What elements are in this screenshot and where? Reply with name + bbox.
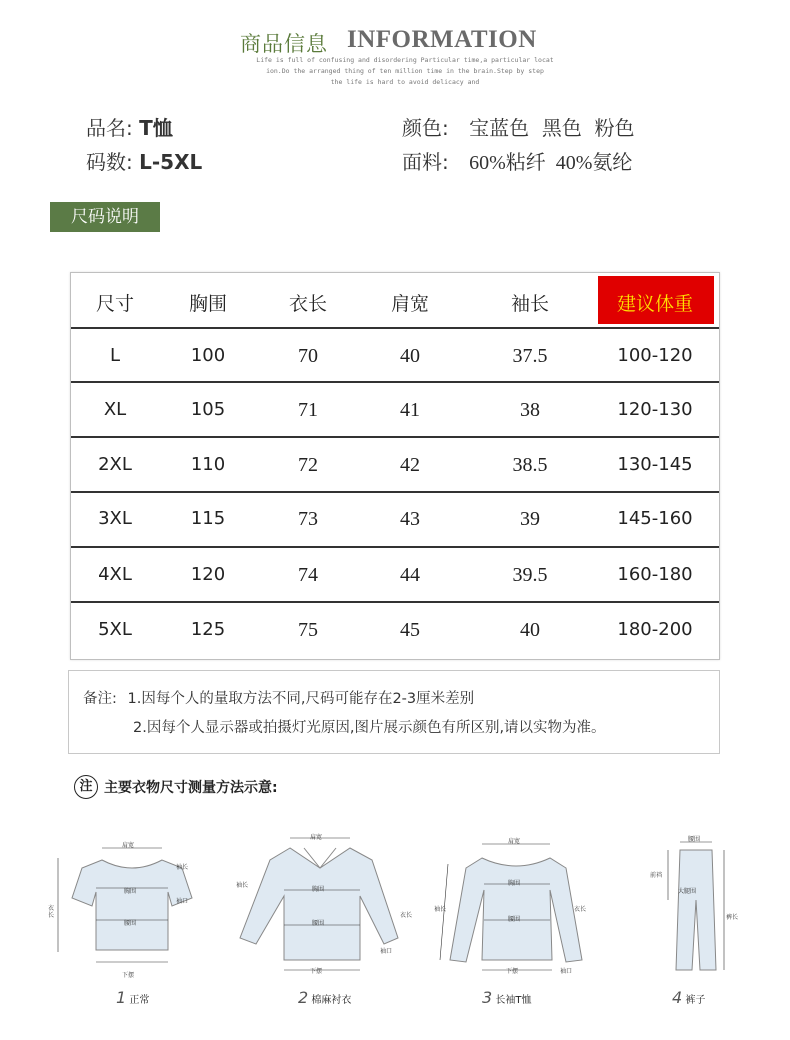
product-fabric [402, 146, 632, 175]
garment-name-1: 正常 [129, 995, 150, 1006]
table-cell: 72 [298, 454, 318, 476]
table-divider [71, 601, 719, 603]
notes-box [68, 670, 720, 754]
pants-waist-label: 腰围 [688, 836, 701, 843]
table-header-cell: 建议体重 [616, 293, 693, 315]
table-cell: 115 [190, 508, 226, 529]
table-divider [71, 327, 719, 329]
long-sleeve-sleeve-label: 袖长 [434, 906, 447, 913]
notes-line-1 [83, 687, 474, 708]
garment-num-3: 3 [482, 988, 493, 1007]
shirt-shoulder-label: 肩宽 [310, 834, 323, 841]
tshirt-sleeve-label: 袖长 [176, 864, 189, 871]
product-size [86, 146, 202, 175]
garment-name-4: 裤子 [685, 995, 706, 1006]
long-sleeve-hem-label: 下摆 [506, 968, 519, 975]
long-sleeve-cuff-label: 袖口 [560, 968, 573, 975]
table-cell: 125 [190, 619, 226, 640]
tshirt-hem-label: 下摆 [122, 972, 135, 979]
header-tagline-1: Life is full of confusing and disordering Particular time,a particular locat [256, 56, 554, 64]
garment-caption-2 [298, 988, 351, 1007]
tshirt-chest-label: 胸围 [124, 888, 137, 895]
table-cell: 100 [190, 345, 226, 366]
long-sleeve-waist-label: 腰围 [508, 916, 521, 923]
table-cell: 39.5 [512, 564, 548, 586]
notes-prefix: 备注: [83, 691, 117, 707]
tshirt-shoulder-label: 肩宽 [122, 842, 135, 849]
table-cell: 39 [520, 508, 540, 530]
table-cell: 42 [400, 454, 420, 476]
pants-hip-label: 大腿围 [678, 888, 697, 895]
shirt-sleeve-label: 袖长 [236, 882, 249, 889]
shirt-hem-label: 下摆 [310, 968, 323, 975]
pants-icon [676, 850, 716, 970]
shirt-cuff-label: 袖口 [380, 948, 393, 955]
table-divider [71, 381, 719, 383]
table-cell: 120 [190, 564, 226, 585]
garment-num-1: 1 [116, 988, 127, 1007]
table-cell: 37.5 [512, 345, 548, 367]
garment-caption-4 [672, 988, 705, 1007]
shirt-waist-label: 腰围 [312, 920, 325, 927]
table-cell: 74 [298, 564, 318, 586]
table-divider [71, 546, 719, 548]
garment-num-2: 2 [298, 988, 309, 1007]
notes-text-1: 1.因每个人的量取方法不同,尺码可能存在2-3厘米差别 [127, 691, 475, 707]
table-cell: 43 [400, 508, 420, 530]
table-cell: 41 [400, 399, 420, 421]
table-divider [71, 491, 719, 493]
product-color [402, 112, 635, 141]
garment-caption-1 [116, 988, 149, 1007]
header-title-en: INFORMATION [347, 26, 537, 53]
shirt-icon [240, 848, 398, 960]
product-fabric-value: 60%粘纤 40%氨纶 [469, 152, 633, 174]
notes-text-2: 2.因每个人显示器或拍摄灯光原因,图片展示颜色有所区别,请以实物为准。 [133, 720, 606, 736]
table-cell: 110 [190, 454, 226, 475]
product-name-label: 品名: [86, 116, 133, 140]
long-sleeve-shoulder-label: 肩宽 [508, 838, 521, 845]
tshirt-waist-label: 腰围 [124, 920, 137, 927]
header-tagline-3: the life is hard to avoid delicacy and [330, 78, 480, 86]
product-size-label: 码数: [86, 150, 133, 174]
note-badge-icon: 注 [74, 775, 98, 799]
table-cell: 75 [298, 619, 318, 641]
table-header-cell: 胸围 [188, 293, 227, 315]
header-title-cn: 商品信息 [240, 32, 328, 56]
table-cell: 2XL [98, 454, 132, 475]
table-cell: 70 [298, 345, 318, 367]
product-color-label: 颜色: [402, 116, 449, 140]
size-section-label: 尺码说明 [50, 202, 160, 232]
tshirt-cuff-label: 袖口 [176, 898, 189, 905]
table-cell: 120-130 [617, 399, 693, 420]
garment-num-4: 4 [672, 988, 683, 1007]
table-cell: 130-145 [617, 454, 693, 475]
product-name-value: T恤 [139, 116, 173, 140]
long-sleeve-icon [450, 858, 582, 962]
table-cell: 105 [190, 399, 226, 420]
table-divider [71, 436, 719, 438]
table-cell: L [109, 345, 121, 366]
table-cell: 160-180 [617, 564, 693, 585]
product-size-value: L-5XL [139, 150, 203, 174]
garment-name-2: 棉麻衬衣 [311, 995, 352, 1006]
shirt-length-label: 衣长 [400, 912, 413, 919]
pants-length-label: 裤长 [726, 914, 739, 921]
table-cell: 100-120 [617, 345, 693, 366]
table-header-cell: 肩宽 [390, 293, 429, 315]
table-header-cell: 衣长 [288, 293, 327, 315]
product-fabric-label: 面料: [402, 150, 449, 174]
table-cell: 71 [298, 399, 318, 421]
table-cell: 180-200 [617, 619, 693, 640]
product-name [86, 112, 173, 141]
shirt-chest-label: 胸围 [312, 886, 325, 893]
garment-caption-3 [482, 988, 531, 1007]
measure-title: 主要衣物尺寸测量方法示意: [104, 780, 278, 796]
table-header-cell: 袖长 [510, 293, 549, 315]
long-sleeve-length-label: 衣长 [574, 906, 587, 913]
tshirt-length-label: 衣长 [48, 905, 55, 919]
product-color-value: 宝蓝色 黑色 粉色 [469, 116, 635, 140]
garment-name-3: 长袖T恤 [495, 995, 532, 1006]
table-cell: 40 [400, 345, 420, 367]
table-cell: 38.5 [512, 454, 548, 476]
table-cell: 4XL [98, 564, 132, 585]
pants-front-rise-label: 前裆 [650, 872, 663, 879]
table-cell: 45 [400, 619, 420, 641]
table-cell: 3XL [98, 508, 132, 529]
tshirt-icon [72, 860, 192, 950]
table-header-cell: 尺寸 [95, 293, 134, 315]
table-cell: XL [103, 399, 127, 420]
table-cell: 40 [520, 619, 540, 641]
table-cell: 44 [400, 564, 420, 586]
table-cell: 38 [520, 399, 540, 421]
table-cell: 5XL [98, 619, 132, 640]
table-cell: 145-160 [617, 508, 693, 529]
header-tagline-2: ion.Do the arranged thing of ten million time in the brain.Step by step [266, 67, 544, 75]
table-cell: 73 [298, 508, 318, 530]
long-sleeve-chest-label: 胸围 [508, 880, 521, 887]
